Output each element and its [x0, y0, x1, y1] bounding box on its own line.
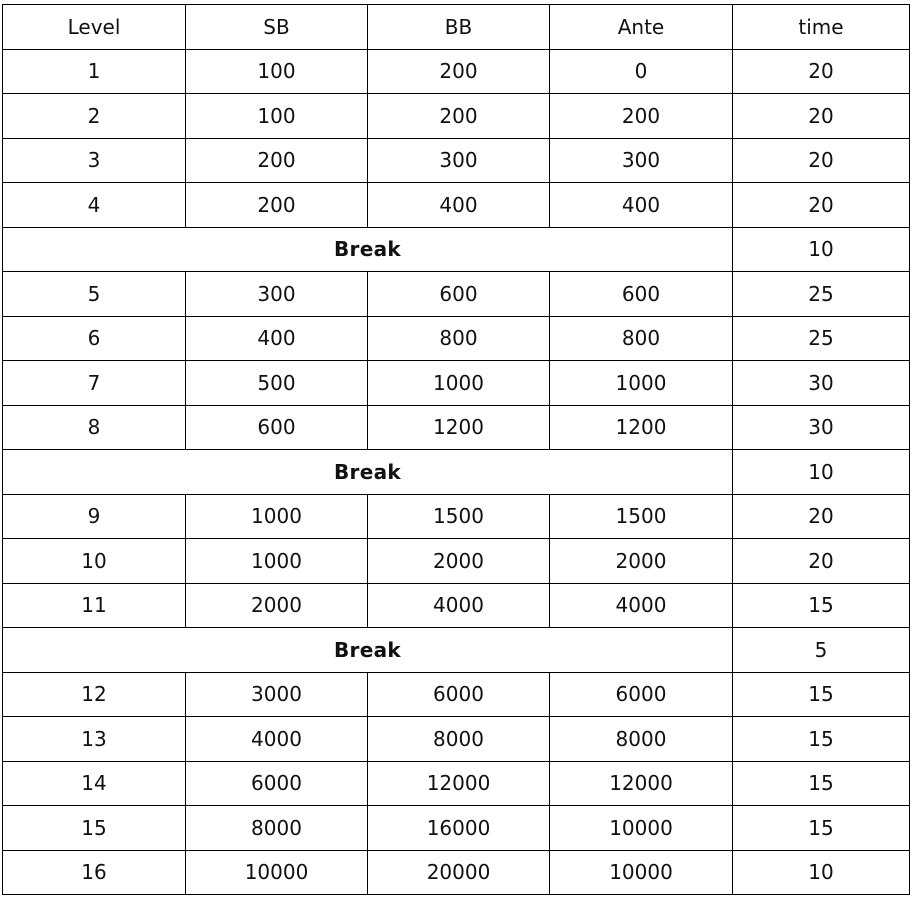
header-row — [3, 5, 910, 50]
cell-level: 13 — [3, 717, 186, 762]
table-row — [3, 138, 910, 183]
cell-sb: 600 — [186, 405, 368, 450]
table-row — [3, 183, 910, 228]
cell-time: 15 — [733, 806, 910, 851]
cell-level: 16 — [3, 850, 186, 895]
table-row — [3, 405, 910, 450]
table-row — [3, 49, 910, 94]
cell-level: 3 — [3, 138, 186, 183]
cell-ante: 10000 — [550, 806, 733, 851]
table-row — [3, 672, 910, 717]
cell-level: 5 — [3, 272, 186, 317]
cell-level: 4 — [3, 183, 186, 228]
cell-ante: 4000 — [550, 583, 733, 628]
cell-level: 15 — [3, 806, 186, 851]
cell-time: 20 — [733, 183, 910, 228]
cell-time: 15 — [733, 717, 910, 762]
cell-break-label: Break — [3, 628, 733, 673]
table-row — [3, 806, 910, 851]
cell-sb: 200 — [186, 183, 368, 228]
cell-sb: 100 — [186, 49, 368, 94]
cell-bb: 600 — [368, 272, 550, 317]
cell-break-label: Break — [3, 227, 733, 272]
cell-bb: 20000 — [368, 850, 550, 895]
cell-time: 10 — [733, 227, 910, 272]
cell-sb: 1000 — [186, 494, 368, 539]
cell-level: 12 — [3, 672, 186, 717]
cell-sb: 3000 — [186, 672, 368, 717]
table-row — [3, 761, 910, 806]
cell-ante: 8000 — [550, 717, 733, 762]
cell-sb: 500 — [186, 361, 368, 406]
cell-bb: 1000 — [368, 361, 550, 406]
cell-ante: 6000 — [550, 672, 733, 717]
header-sb: SB — [186, 5, 368, 50]
table-row — [3, 272, 910, 317]
cell-time: 10 — [733, 850, 910, 895]
cell-time: 5 — [733, 628, 910, 673]
cell-ante: 600 — [550, 272, 733, 317]
cell-time: 10 — [733, 450, 910, 495]
table-row — [3, 316, 910, 361]
cell-ante: 2000 — [550, 539, 733, 584]
cell-time: 25 — [733, 272, 910, 317]
cell-sb: 400 — [186, 316, 368, 361]
cell-sb: 8000 — [186, 806, 368, 851]
header-time: time — [733, 5, 910, 50]
cell-time: 25 — [733, 316, 910, 361]
cell-ante: 10000 — [550, 850, 733, 895]
cell-ante: 1500 — [550, 494, 733, 539]
cell-time: 15 — [733, 761, 910, 806]
cell-time: 20 — [733, 138, 910, 183]
cell-bb: 16000 — [368, 806, 550, 851]
cell-ante: 800 — [550, 316, 733, 361]
cell-bb: 300 — [368, 138, 550, 183]
table-row — [3, 717, 910, 762]
cell-sb: 6000 — [186, 761, 368, 806]
cell-time: 20 — [733, 539, 910, 584]
cell-bb: 8000 — [368, 717, 550, 762]
cell-bb: 2000 — [368, 539, 550, 584]
header-level: Level — [3, 5, 186, 50]
cell-bb: 200 — [368, 94, 550, 139]
cell-time: 20 — [733, 94, 910, 139]
table-row — [3, 539, 910, 584]
cell-level: 8 — [3, 405, 186, 450]
cell-time: 15 — [733, 583, 910, 628]
cell-sb: 100 — [186, 94, 368, 139]
header-bb: BB — [368, 5, 550, 50]
cell-bb: 1200 — [368, 405, 550, 450]
cell-ante: 400 — [550, 183, 733, 228]
break-row — [3, 628, 910, 673]
cell-bb: 400 — [368, 183, 550, 228]
break-row — [3, 450, 910, 495]
cell-sb: 1000 — [186, 539, 368, 584]
cell-sb: 200 — [186, 138, 368, 183]
header-ante: Ante — [550, 5, 733, 50]
cell-sb: 10000 — [186, 850, 368, 895]
cell-level: 14 — [3, 761, 186, 806]
cell-bb: 12000 — [368, 761, 550, 806]
table-row — [3, 850, 910, 895]
table-row — [3, 361, 910, 406]
blind-structure-table — [2, 4, 910, 895]
cell-time: 20 — [733, 494, 910, 539]
cell-ante: 0 — [550, 49, 733, 94]
table-body — [3, 49, 910, 895]
cell-ante: 1200 — [550, 405, 733, 450]
cell-level: 6 — [3, 316, 186, 361]
cell-ante: 1000 — [550, 361, 733, 406]
cell-time: 20 — [733, 49, 910, 94]
cell-bb: 1500 — [368, 494, 550, 539]
cell-bb: 800 — [368, 316, 550, 361]
cell-sb: 2000 — [186, 583, 368, 628]
cell-ante: 200 — [550, 94, 733, 139]
cell-ante: 300 — [550, 138, 733, 183]
cell-bb: 6000 — [368, 672, 550, 717]
cell-sb: 4000 — [186, 717, 368, 762]
cell-level: 1 — [3, 49, 186, 94]
cell-level: 2 — [3, 94, 186, 139]
break-row — [3, 227, 910, 272]
cell-time: 30 — [733, 361, 910, 406]
cell-sb: 300 — [186, 272, 368, 317]
cell-time: 30 — [733, 405, 910, 450]
cell-level: 9 — [3, 494, 186, 539]
cell-bb: 200 — [368, 49, 550, 94]
cell-break-label: Break — [3, 450, 733, 495]
cell-level: 10 — [3, 539, 186, 584]
cell-level: 7 — [3, 361, 186, 406]
cell-time: 15 — [733, 672, 910, 717]
table-row — [3, 94, 910, 139]
cell-bb: 4000 — [368, 583, 550, 628]
cell-level: 11 — [3, 583, 186, 628]
table-row — [3, 494, 910, 539]
cell-ante: 12000 — [550, 761, 733, 806]
table-row — [3, 583, 910, 628]
